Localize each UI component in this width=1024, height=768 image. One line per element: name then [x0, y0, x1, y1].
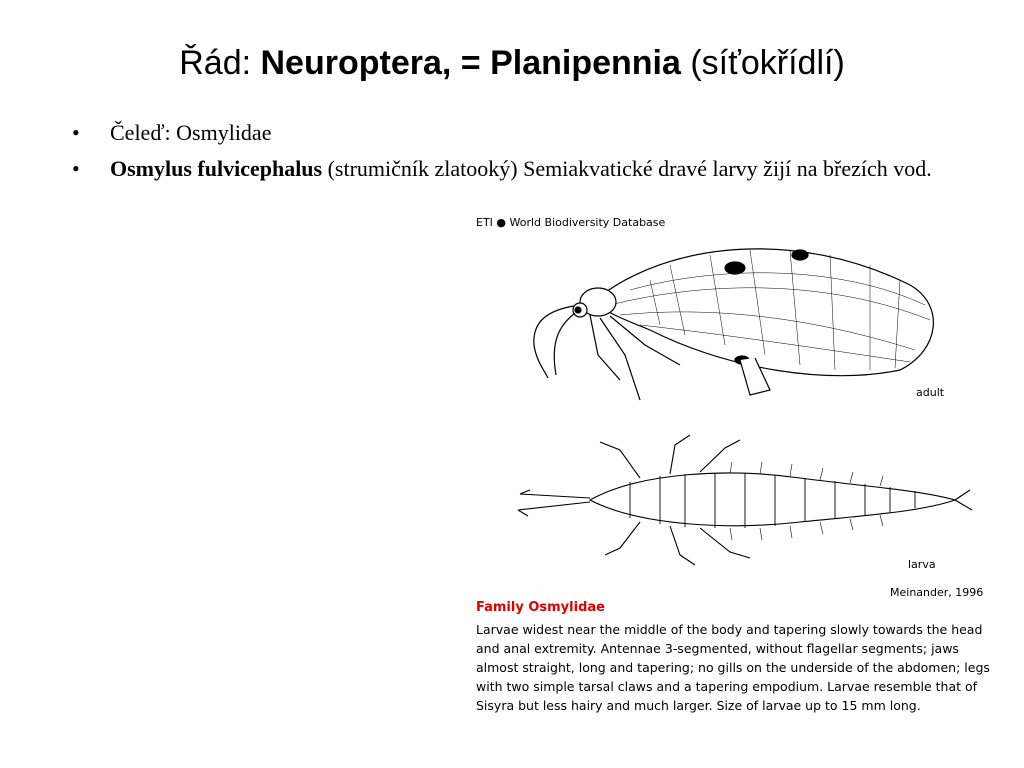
- title-bold: Neuroptera, = Planipennia: [260, 44, 681, 82]
- bullet-text: (strumičník zlatooký) Semiakvatické dravé larvy žijí na březích vod.: [322, 156, 932, 181]
- bullet-bold: Osmylus fulvicephalus: [110, 156, 323, 181]
- slide-title: [0, 44, 1024, 83]
- bullet-dot: •: [72, 120, 80, 145]
- osmylidae-figure: [470, 210, 1010, 750]
- larva-drawing: [518, 435, 972, 565]
- bullet-dot: •: [72, 156, 80, 181]
- bullet-item: [72, 118, 938, 148]
- larva-label: larva: [908, 558, 936, 571]
- bullet-item: [72, 154, 938, 184]
- bullet-list: [72, 118, 938, 190]
- bullet-text: Čeleď: Osmylidae: [110, 120, 272, 145]
- adult-insect-drawing: [534, 249, 934, 400]
- family-title: Family Osmylidae: [476, 600, 605, 615]
- figure-credit: Meinander, 1996: [890, 586, 984, 599]
- database-header: ETI ● World Biodiversity Database: [476, 216, 666, 229]
- insect-drawings: [470, 210, 1010, 610]
- title-suffix: (síťokřídlí): [680, 44, 845, 82]
- adult-label: adult: [916, 386, 945, 399]
- family-description: Larvae widest near the middle of the body and tapering slowly towards the head and anal extremity. Antennae 3-segmented, without flagellar segments; jaws almost straight, long and tapering; no gills on the underside of the abdomen; legs with two simple tarsal claws and a tapering empodium. Larvae resemble that of Sisyra but less hairy and much larger. Size of larvae up to 15 mm long.: [476, 622, 990, 713]
- title-prefix: Řád:: [179, 44, 261, 82]
